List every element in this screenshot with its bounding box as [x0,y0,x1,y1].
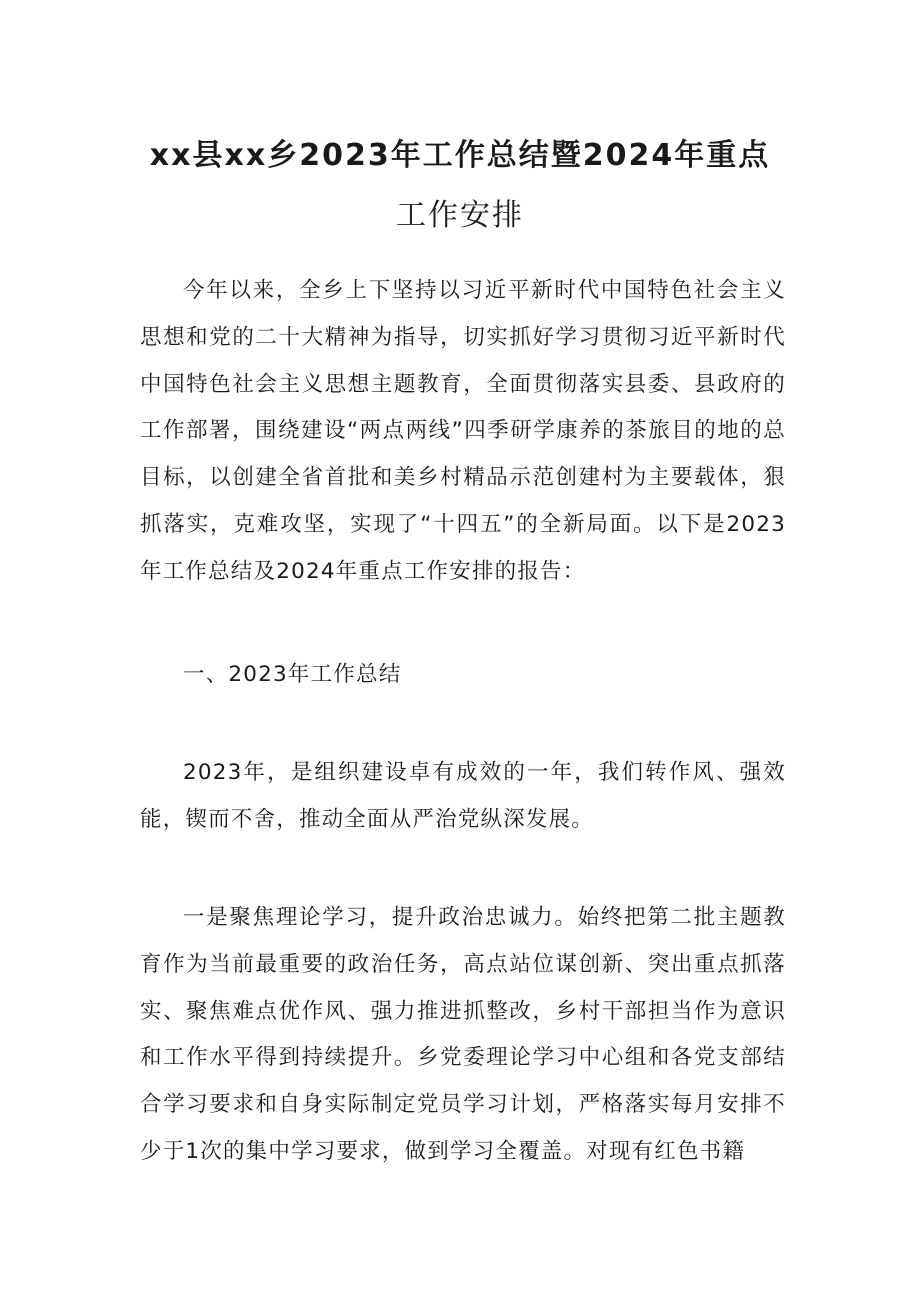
body-paragraph: 2023年，是组织建设卓有成效的一年，我们转作风、强效能，锲而不舍，推动全面从严治党纵深发展。 [140,760,786,832]
document-title-line-2: 工作安排 [396,198,524,233]
intro-paragraph: 今年以来，全乡上下坚持以习近平新时代中国特色社会主义思想和党的二十大精神为指导，切实抓好学习贯彻习近平新时代中国特色社会主义思想主题教育，全面贯彻落实县委、县政府的工作部署，围绕建设“两点两线”四季研学康养的茶旅目的地的总目标，以创建全省首批和美乡村精品示范创建村为主要载体，狠抓落实，克难攻坚，实现了“十四五”的全新局面。以下是2023年工作总结及2024年重点工作安排的报告： [140,278,786,584]
document-title-line-1: xx县xx乡2023年工作总结暨2024年重点 [149,138,771,173]
body-paragraph: 一是聚焦理论学习，提升政治忠诚力。始终把第二批主题教育作为当前最重要的政治任务，高点站位谋创新、突出重点抓落实、聚焦难点优作风、强力推进抓整改，乡村干部担当作为意识和工作水平得到持续提升。乡党委理论学习中心组和各党支部结合学习要求和自身实际制定党员学习计划，严格落实每月安排不少于1次的集中学习要求，做到学习全覆盖。对现有红色书籍 [140,905,786,1164]
section-heading: 一、2023年工作总结 [183,662,402,687]
